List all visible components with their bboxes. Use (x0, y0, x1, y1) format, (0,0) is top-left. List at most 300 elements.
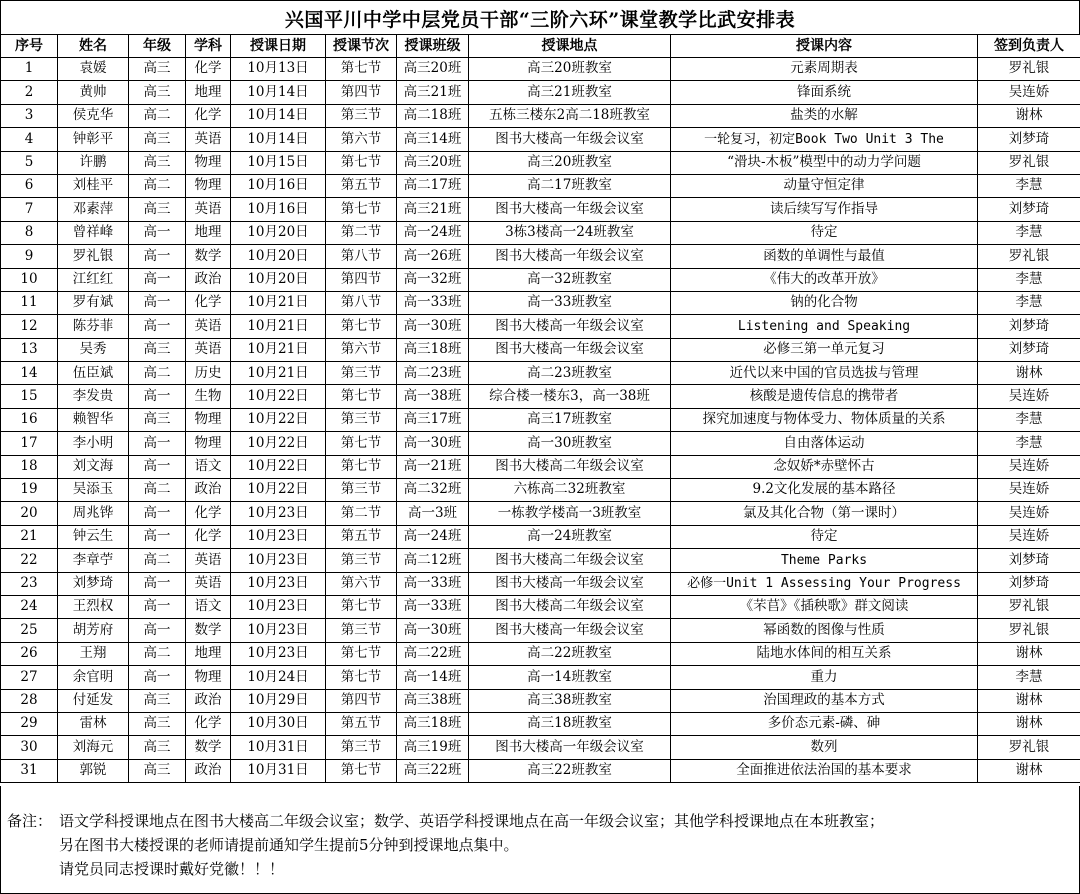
cell-location: 高一30班教室 (469, 432, 671, 455)
cell-grade: 高三 (129, 712, 186, 735)
cell-location: 图书大楼高二年级会议室 (469, 549, 671, 572)
cell-location: 综合楼一楼东3，高一38班 (469, 385, 671, 408)
cell-class: 高一33班 (397, 595, 469, 618)
table-row (1, 666, 1080, 689)
cell-supervisor: 谢林 (978, 642, 1080, 665)
cell-content: 多价态元素-磷、砷 (671, 712, 978, 735)
cell-content: 待定 (671, 221, 978, 244)
cell-class: 高一30班 (397, 315, 469, 338)
cell-class: 高一26班 (397, 245, 469, 268)
cell-period: 第三节 (326, 362, 397, 385)
cell-date: 10月15日 (231, 151, 326, 174)
table-row (1, 245, 1080, 268)
header-content: 授课内容 (671, 35, 978, 58)
cell-name: 李章苧 (58, 549, 129, 572)
cell-subject: 生物 (186, 385, 231, 408)
cell-supervisor: 吴连娇 (978, 81, 1080, 104)
cell-location: 高三18班教室 (469, 712, 671, 735)
cell-name: 黄帅 (58, 81, 129, 104)
cell-class: 高二12班 (397, 549, 469, 572)
cell-content: 《伟大的改革开放》 (671, 268, 978, 291)
cell-period: 第八节 (326, 245, 397, 268)
cell-subject: 数学 (186, 619, 231, 642)
table-header (1, 35, 1080, 58)
cell-name: 侯克华 (58, 104, 129, 127)
cell-subject: 化学 (186, 104, 231, 127)
cell-name: 赖智华 (58, 408, 129, 431)
cell-period: 第五节 (326, 712, 397, 735)
cell-name: 罗礼银 (58, 245, 129, 268)
cell-date: 10月21日 (231, 291, 326, 314)
cell-index: 7 (1, 198, 58, 221)
cell-content: 核酸是遗传信息的携带者 (671, 385, 978, 408)
cell-index: 14 (1, 362, 58, 385)
cell-grade: 高二 (129, 642, 186, 665)
cell-class: 高三18班 (397, 338, 469, 361)
cell-supervisor: 吴连娇 (978, 525, 1080, 548)
cell-supervisor: 吴连娇 (978, 385, 1080, 408)
cell-index: 17 (1, 432, 58, 455)
cell-date: 10月16日 (231, 174, 326, 197)
cell-date: 10月20日 (231, 268, 326, 291)
table-row (1, 385, 1080, 408)
cell-location: 图书大楼高一年级会议室 (469, 619, 671, 642)
table-row (1, 689, 1080, 712)
table-row (1, 174, 1080, 197)
cell-location: 高一32班教室 (469, 268, 671, 291)
cell-period: 第四节 (326, 689, 397, 712)
cell-grade: 高一 (129, 291, 186, 314)
cell-date: 10月14日 (231, 128, 326, 151)
cell-supervisor: 罗礼银 (978, 58, 1080, 81)
cell-index: 20 (1, 502, 58, 525)
cell-name: 吴添玉 (58, 479, 129, 502)
table-row (1, 759, 1080, 782)
cell-class: 高二32班 (397, 479, 469, 502)
table-row (1, 502, 1080, 525)
cell-index: 18 (1, 455, 58, 478)
cell-period: 第七节 (326, 315, 397, 338)
cell-name: 袁媛 (58, 58, 129, 81)
cell-supervisor: 罗礼银 (978, 619, 1080, 642)
notes-section (0, 786, 1080, 894)
cell-grade: 高一 (129, 525, 186, 548)
cell-location: 图书大楼高二年级会议室 (469, 595, 671, 618)
cell-class: 高二17班 (397, 174, 469, 197)
header-location: 授课地点 (469, 35, 671, 58)
cell-name: 吴秀 (58, 338, 129, 361)
cell-period: 第六节 (326, 128, 397, 151)
cell-class: 高三20班 (397, 151, 469, 174)
cell-index: 3 (1, 104, 58, 127)
cell-location: 高三17班教室 (469, 408, 671, 431)
cell-supervisor: 李慧 (978, 432, 1080, 455)
cell-supervisor: 谢林 (978, 362, 1080, 385)
cell-grade: 高三 (129, 81, 186, 104)
cell-supervisor: 罗礼银 (978, 151, 1080, 174)
cell-location: 图书大楼高一年级会议室 (469, 198, 671, 221)
cell-period: 第三节 (326, 736, 397, 759)
cell-class: 高三14班 (397, 128, 469, 151)
cell-period: 第七节 (326, 455, 397, 478)
cell-subject: 地理 (186, 81, 231, 104)
cell-period: 第七节 (326, 642, 397, 665)
cell-subject: 政治 (186, 689, 231, 712)
table-row (1, 268, 1080, 291)
cell-class: 高二18班 (397, 104, 469, 127)
cell-date: 10月22日 (231, 432, 326, 455)
cell-grade: 高一 (129, 455, 186, 478)
cell-period: 第七节 (326, 759, 397, 782)
table-row (1, 338, 1080, 361)
cell-content: 《芣苢》《插秧歌》群文阅读 (671, 595, 978, 618)
cell-date: 10月31日 (231, 759, 326, 782)
header-period: 授课节次 (326, 35, 397, 58)
cell-supervisor: 吴连娇 (978, 502, 1080, 525)
cell-name: 刘桂平 (58, 174, 129, 197)
cell-content: 盐类的水解 (671, 104, 978, 127)
cell-content: “滑块-木板”模型中的动力学问题 (671, 151, 978, 174)
cell-date: 10月13日 (231, 58, 326, 81)
cell-location: 高三20班教室 (469, 58, 671, 81)
cell-name: 罗有斌 (58, 291, 129, 314)
table-row (1, 198, 1080, 221)
notes-line-3: 请党员同志授课时戴好党徽！！！ (59, 860, 285, 878)
cell-location: 高三38班教室 (469, 689, 671, 712)
cell-grade: 高二 (129, 479, 186, 502)
cell-grade: 高一 (129, 315, 186, 338)
cell-class: 高一14班 (397, 666, 469, 689)
cell-class: 高一30班 (397, 619, 469, 642)
cell-location: 高三21班教室 (469, 81, 671, 104)
cell-period: 第七节 (326, 385, 397, 408)
cell-content: 治国理政的基本方式 (671, 689, 978, 712)
cell-location: 图书大楼高二年级会议室 (469, 455, 671, 478)
table-row (1, 595, 1080, 618)
cell-location: 图书大楼高一年级会议室 (469, 572, 671, 595)
cell-subject: 英语 (186, 198, 231, 221)
cell-index: 15 (1, 385, 58, 408)
cell-name: 钟云生 (58, 525, 129, 548)
cell-subject: 地理 (186, 642, 231, 665)
cell-grade: 高一 (129, 432, 186, 455)
header-subject: 学科 (186, 35, 231, 58)
cell-class: 高一33班 (397, 291, 469, 314)
cell-date: 10月30日 (231, 712, 326, 735)
cell-period: 第三节 (326, 619, 397, 642)
cell-subject: 化学 (186, 525, 231, 548)
header-name: 姓名 (58, 35, 129, 58)
cell-period: 第二节 (326, 502, 397, 525)
table-row (1, 362, 1080, 385)
cell-subject: 物理 (186, 408, 231, 431)
cell-index: 2 (1, 81, 58, 104)
cell-grade: 高一 (129, 245, 186, 268)
table-row (1, 81, 1080, 104)
cell-grade: 高三 (129, 689, 186, 712)
cell-class: 高三18班 (397, 712, 469, 735)
cell-period: 第八节 (326, 291, 397, 314)
cell-class: 高一24班 (397, 525, 469, 548)
table-row (1, 315, 1080, 338)
cell-date: 10月20日 (231, 221, 326, 244)
cell-period: 第三节 (326, 479, 397, 502)
cell-class: 高三20班 (397, 58, 469, 81)
cell-grade: 高一 (129, 221, 186, 244)
cell-subject: 数学 (186, 245, 231, 268)
cell-name: 许鹏 (58, 151, 129, 174)
cell-supervisor: 罗礼银 (978, 245, 1080, 268)
cell-content: 重力 (671, 666, 978, 689)
cell-class: 高一33班 (397, 572, 469, 595)
cell-date: 10月21日 (231, 338, 326, 361)
cell-period: 第七节 (326, 58, 397, 81)
cell-grade: 高二 (129, 104, 186, 127)
cell-subject: 英语 (186, 315, 231, 338)
cell-period: 第七节 (326, 666, 397, 689)
cell-period: 第三节 (326, 104, 397, 127)
table-row (1, 479, 1080, 502)
cell-name: 陈芬菲 (58, 315, 129, 338)
cell-location: 3栋3楼高一24班教室 (469, 221, 671, 244)
cell-index: 1 (1, 58, 58, 81)
cell-content: 待定 (671, 525, 978, 548)
cell-index: 9 (1, 245, 58, 268)
cell-period: 第三节 (326, 549, 397, 572)
cell-date: 10月21日 (231, 315, 326, 338)
cell-grade: 高二 (129, 174, 186, 197)
cell-date: 10月22日 (231, 408, 326, 431)
cell-date: 10月23日 (231, 525, 326, 548)
cell-name: 刘海元 (58, 736, 129, 759)
cell-class: 高一21班 (397, 455, 469, 478)
cell-location: 五栋三楼东2高二18班教室 (469, 104, 671, 127)
cell-index: 16 (1, 408, 58, 431)
table-row (1, 572, 1080, 595)
cell-subject: 化学 (186, 712, 231, 735)
cell-subject: 英语 (186, 549, 231, 572)
cell-class: 高一30班 (397, 432, 469, 455)
cell-index: 6 (1, 174, 58, 197)
cell-content: 陆地水体间的相互关系 (671, 642, 978, 665)
cell-location: 图书大楼高一年级会议室 (469, 736, 671, 759)
cell-location: 高二17班教室 (469, 174, 671, 197)
cell-subject: 物理 (186, 432, 231, 455)
cell-subject: 数学 (186, 736, 231, 759)
cell-supervisor: 刘梦琦 (978, 128, 1080, 151)
cell-index: 31 (1, 759, 58, 782)
cell-date: 10月23日 (231, 595, 326, 618)
cell-index: 30 (1, 736, 58, 759)
table-row (1, 128, 1080, 151)
header-date: 授课日期 (231, 35, 326, 58)
table-row (1, 619, 1080, 642)
cell-grade: 高三 (129, 198, 186, 221)
header-index: 序号 (1, 35, 58, 58)
cell-date: 10月23日 (231, 572, 326, 595)
notes-line-2: 另在图书大楼授课的老师请提前通知学生提前5分钟到授课地点集中。 (59, 836, 519, 854)
cell-date: 10月20日 (231, 245, 326, 268)
cell-date: 10月29日 (231, 689, 326, 712)
cell-subject: 英语 (186, 572, 231, 595)
cell-grade: 高三 (129, 58, 186, 81)
cell-period: 第四节 (326, 268, 397, 291)
cell-date: 10月14日 (231, 81, 326, 104)
cell-grade: 高二 (129, 362, 186, 385)
cell-grade: 高一 (129, 502, 186, 525)
cell-date: 10月23日 (231, 619, 326, 642)
cell-date: 10月22日 (231, 455, 326, 478)
cell-content: 读后续写写作指导 (671, 198, 978, 221)
cell-content: 一轮复习，初定Book Two Unit 3 The (671, 128, 978, 151)
cell-supervisor: 刘梦琦 (978, 572, 1080, 595)
cell-content: 探究加速度与物体受力、物体质量的关系 (671, 408, 978, 431)
cell-grade: 高三 (129, 759, 186, 782)
header-supervisor: 签到负责人 (978, 35, 1080, 58)
cell-name: 邓素萍 (58, 198, 129, 221)
cell-location: 高一33班教室 (469, 291, 671, 314)
table-row (1, 151, 1080, 174)
cell-content: 锋面系统 (671, 81, 978, 104)
cell-subject: 政治 (186, 479, 231, 502)
cell-grade: 高三 (129, 408, 186, 431)
cell-date: 10月14日 (231, 104, 326, 127)
schedule-table (0, 34, 1080, 783)
cell-name: 曾祥峰 (58, 221, 129, 244)
cell-content: 全面推进依法治国的基本要求 (671, 759, 978, 782)
cell-index: 5 (1, 151, 58, 174)
cell-grade: 高三 (129, 128, 186, 151)
cell-subject: 物理 (186, 151, 231, 174)
cell-index: 10 (1, 268, 58, 291)
cell-supervisor: 谢林 (978, 689, 1080, 712)
cell-date: 10月16日 (231, 198, 326, 221)
cell-index: 13 (1, 338, 58, 361)
table-title: 兴国平川中学中层党员干部“三阶六环”课堂教学比武安排表 (0, 0, 1080, 35)
cell-name: 王烈权 (58, 595, 129, 618)
cell-name: 刘梦琦 (58, 572, 129, 595)
cell-index: 24 (1, 595, 58, 618)
table-row (1, 712, 1080, 735)
table-body (1, 58, 1080, 783)
cell-location: 图书大楼高一年级会议室 (469, 245, 671, 268)
cell-location: 高三22班教室 (469, 759, 671, 782)
cell-supervisor: 吴连娇 (978, 479, 1080, 502)
cell-class: 高一3班 (397, 502, 469, 525)
table-row (1, 291, 1080, 314)
cell-supervisor: 李慧 (978, 268, 1080, 291)
cell-content: Listening and Speaking (671, 315, 978, 338)
cell-date: 10月22日 (231, 479, 326, 502)
cell-date: 10月23日 (231, 642, 326, 665)
cell-index: 26 (1, 642, 58, 665)
cell-period: 第七节 (326, 198, 397, 221)
cell-supervisor: 刘梦琦 (978, 198, 1080, 221)
cell-period: 第二节 (326, 221, 397, 244)
cell-subject: 化学 (186, 502, 231, 525)
cell-index: 12 (1, 315, 58, 338)
cell-content: 数列 (671, 736, 978, 759)
cell-index: 21 (1, 525, 58, 548)
cell-period: 第六节 (326, 572, 397, 595)
cell-name: 付延发 (58, 689, 129, 712)
cell-name: 江红红 (58, 268, 129, 291)
table-row (1, 642, 1080, 665)
cell-content: 元素周期表 (671, 58, 978, 81)
cell-period: 第七节 (326, 595, 397, 618)
cell-date: 10月23日 (231, 502, 326, 525)
cell-supervisor: 李慧 (978, 408, 1080, 431)
notes-label: 备注： (7, 812, 53, 830)
cell-index: 4 (1, 128, 58, 151)
cell-location: 高一24班教室 (469, 525, 671, 548)
cell-location: 高一14班教室 (469, 666, 671, 689)
cell-grade: 高一 (129, 385, 186, 408)
cell-content: 必修一Unit 1 Assessing Your Progress (671, 572, 978, 595)
cell-date: 10月22日 (231, 385, 326, 408)
cell-location: 高三20班教室 (469, 151, 671, 174)
cell-location: 图书大楼高一年级会议室 (469, 338, 671, 361)
cell-supervisor: 李慧 (978, 174, 1080, 197)
cell-location: 六栋高二32班教室 (469, 479, 671, 502)
cell-class: 高一38班 (397, 385, 469, 408)
cell-location: 图书大楼高一年级会议室 (469, 315, 671, 338)
cell-content: 近代以来中国的官员选拔与管理 (671, 362, 978, 385)
cell-date: 10月21日 (231, 362, 326, 385)
cell-class: 高一32班 (397, 268, 469, 291)
cell-supervisor: 吴连娇 (978, 455, 1080, 478)
cell-supervisor: 谢林 (978, 712, 1080, 735)
cell-location: 高二22班教室 (469, 642, 671, 665)
cell-grade: 高一 (129, 619, 186, 642)
cell-supervisor: 罗礼银 (978, 736, 1080, 759)
cell-index: 8 (1, 221, 58, 244)
cell-index: 25 (1, 619, 58, 642)
cell-grade: 高一 (129, 572, 186, 595)
cell-content: 幂函数的图像与性质 (671, 619, 978, 642)
cell-subject: 化学 (186, 291, 231, 314)
table-row (1, 58, 1080, 81)
cell-subject: 英语 (186, 338, 231, 361)
cell-location: 一栋教学楼高一3班教室 (469, 502, 671, 525)
cell-name: 钟彰平 (58, 128, 129, 151)
table-row (1, 432, 1080, 455)
cell-content: 函数的单调性与最值 (671, 245, 978, 268)
notes-line-1: 语文学科授课地点在图书大楼高二年级会议室；数学、英语学科授课地点在高一年级会议室；其他学科授课地点在本班教室； (59, 812, 885, 830)
cell-subject: 语文 (186, 455, 231, 478)
cell-name: 刘文海 (58, 455, 129, 478)
cell-location: 高二23班教室 (469, 362, 671, 385)
cell-grade: 高三 (129, 338, 186, 361)
cell-grade: 高一 (129, 595, 186, 618)
cell-class: 高二22班 (397, 642, 469, 665)
cell-index: 28 (1, 689, 58, 712)
cell-supervisor: 刘梦琦 (978, 338, 1080, 361)
table-row (1, 408, 1080, 431)
cell-subject: 化学 (186, 58, 231, 81)
cell-name: 伍臣斌 (58, 362, 129, 385)
cell-supervisor: 刘梦琦 (978, 549, 1080, 572)
cell-class: 高三21班 (397, 81, 469, 104)
cell-date: 10月24日 (231, 666, 326, 689)
cell-name: 王翔 (58, 642, 129, 665)
table-row (1, 736, 1080, 759)
table-row (1, 104, 1080, 127)
cell-content: 氯及其化合物（第一课时） (671, 502, 978, 525)
cell-grade: 高一 (129, 666, 186, 689)
cell-content: 钠的化合物 (671, 291, 978, 314)
cell-content: Theme Parks (671, 549, 978, 572)
